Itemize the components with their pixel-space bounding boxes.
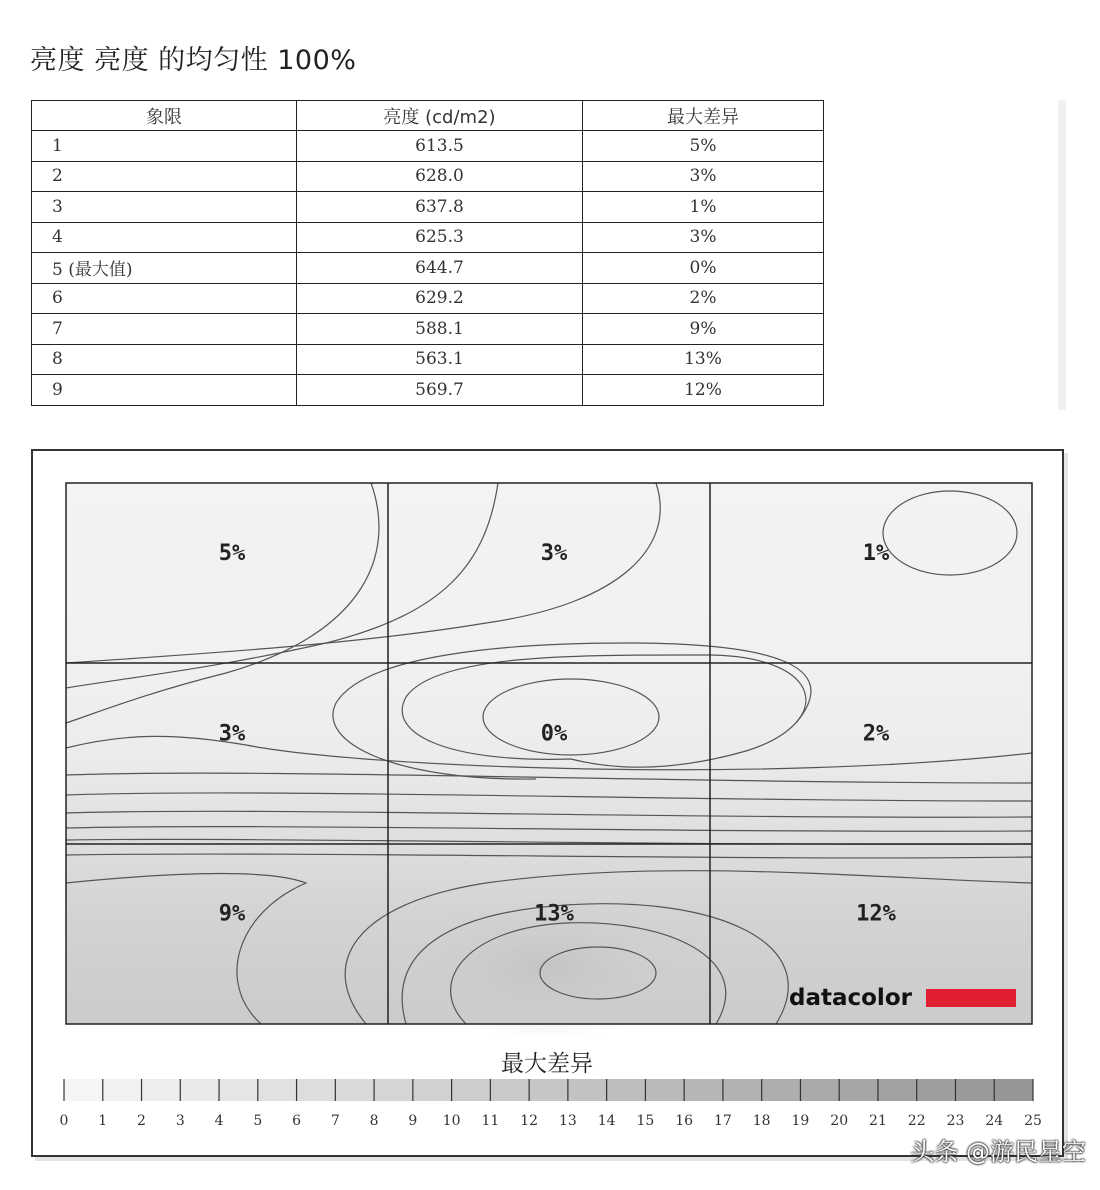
header-max-diff: 最大差异 (583, 101, 824, 131)
cell-value-label: 9% (218, 901, 246, 927)
scale-swatch (955, 1079, 994, 1101)
table-row (32, 253, 824, 284)
cell-quadrant: 3 (32, 192, 297, 223)
scale-swatch (645, 1079, 684, 1101)
cell-luminance: 563.1 (297, 344, 583, 375)
scale-swatch (452, 1079, 491, 1101)
cell-quadrant: 4 (32, 222, 297, 253)
scale-tick-label: 19 (791, 1113, 810, 1129)
cell-value-label: 13% (534, 901, 574, 927)
scale-tick-label: 13 (558, 1113, 577, 1129)
scale-tick-label: 18 (752, 1113, 771, 1129)
scale-tick-label: 25 (1024, 1113, 1042, 1129)
header-luminance: 亮度 (cd/m2) (297, 101, 583, 131)
scale-swatch (800, 1079, 839, 1101)
scale-tick-label: 16 (675, 1113, 694, 1129)
scale-swatch (335, 1079, 374, 1101)
cell-diff: 1% (583, 192, 824, 223)
table-header-row (32, 101, 824, 131)
scale-title: 最大差异 (501, 1051, 593, 1077)
table-row (32, 375, 824, 406)
cell-diff: 5% (583, 131, 824, 162)
table-row (32, 131, 824, 162)
cell-quadrant: 7 (32, 314, 297, 345)
cell-luminance: 628.0 (297, 161, 583, 192)
cell-luminance: 613.5 (297, 131, 583, 162)
cell-luminance: 644.7 (297, 253, 583, 284)
scale-tick-label: 22 (907, 1113, 926, 1129)
scale-tick-label: 6 (292, 1113, 302, 1129)
table-row (32, 192, 824, 223)
scale-tick-label: 2 (137, 1113, 146, 1129)
scale-swatch (64, 1079, 103, 1101)
scale-tick-label: 1 (98, 1113, 108, 1129)
cell-diff: 13% (583, 344, 824, 375)
cell-quadrant: 1 (32, 131, 297, 162)
scale-tick-label: 3 (175, 1113, 185, 1129)
scale-swatch (142, 1079, 181, 1101)
scale-swatch (568, 1079, 607, 1101)
scale-swatch (917, 1079, 956, 1101)
cell-value-label: 0% (540, 721, 568, 747)
scale-tick-label: 20 (830, 1113, 849, 1129)
cell-diff: 0% (583, 253, 824, 284)
cell-value-label: 3% (540, 541, 568, 566)
table-row (32, 344, 824, 375)
cell-quadrant: 8 (32, 344, 297, 375)
table-row (32, 314, 824, 345)
cell-quadrant: 9 (32, 375, 297, 406)
cell-diff: 2% (583, 283, 824, 314)
scale-tick-label: 9 (408, 1113, 418, 1129)
cell-quadrant: 5 (最大值) (32, 253, 297, 284)
table-row (32, 161, 824, 192)
scale-swatch (374, 1079, 413, 1101)
scale-swatch (684, 1079, 723, 1101)
scale-swatch (607, 1079, 646, 1101)
scale-swatch (258, 1079, 297, 1101)
scale-tick-label: 7 (330, 1113, 340, 1129)
cell-value-label: 3% (218, 721, 246, 747)
scale-tick-label: 5 (253, 1113, 263, 1129)
cell-luminance: 637.8 (297, 192, 583, 223)
scale-swatch (103, 1079, 142, 1101)
scale-swatch (994, 1079, 1033, 1101)
cell-diff: 9% (583, 314, 824, 345)
scale-tick-label: 23 (946, 1113, 965, 1129)
scale-tick-label: 0 (59, 1113, 69, 1129)
scale-swatch (219, 1079, 258, 1101)
brand-bar (926, 989, 1016, 1007)
cell-quadrant: 6 (32, 283, 297, 314)
cell-luminance: 629.2 (297, 283, 583, 314)
scale-swatch (490, 1079, 529, 1101)
cell-diff: 3% (583, 161, 824, 192)
scale-swatch (180, 1079, 219, 1101)
scale-swatch (529, 1079, 568, 1101)
scale-tick-label: 17 (714, 1113, 732, 1129)
scale-swatch (839, 1079, 878, 1101)
watermark: 头条 @游民星空 (910, 1138, 1086, 1166)
scale-swatch (878, 1079, 917, 1101)
scale-tick-label: 24 (985, 1113, 1004, 1129)
scale-tick-label: 8 (369, 1113, 379, 1129)
cell-diff: 12% (583, 375, 824, 406)
scale-tick-label: 14 (597, 1113, 616, 1129)
scale-swatch (762, 1079, 801, 1101)
table-row (32, 222, 824, 253)
cell-luminance: 625.3 (297, 222, 583, 253)
scale-tick-label: 21 (869, 1113, 887, 1129)
scale-tick-label: 11 (481, 1113, 500, 1129)
scale-swatch (413, 1079, 452, 1101)
brand-text: datacolor (789, 985, 912, 1011)
cell-diff: 3% (583, 222, 824, 253)
page-title: 亮度 亮度 的均匀性 100% (30, 45, 357, 76)
cell-luminance: 569.7 (297, 375, 583, 406)
scale-tick-label: 15 (636, 1113, 655, 1129)
panel-edge (1058, 100, 1066, 410)
table-row (32, 283, 824, 314)
scale-tick-label: 4 (214, 1113, 224, 1129)
scale-tick-label: 10 (442, 1113, 461, 1129)
cell-quadrant: 2 (32, 161, 297, 192)
cell-luminance: 588.1 (297, 314, 583, 345)
header-quadrant: 象限 (32, 101, 297, 131)
cell-value-label: 2% (862, 721, 890, 747)
uniformity-map-panel (31, 449, 1064, 1157)
cell-value-label: 1% (862, 541, 890, 566)
cell-value-label: 5% (218, 541, 246, 566)
scale-swatch (723, 1079, 762, 1101)
uniformity-heatmap (33, 451, 1062, 1155)
cell-value-label: 12% (856, 901, 896, 927)
scale-swatch (297, 1079, 336, 1101)
scale-tick-label: 12 (520, 1113, 539, 1129)
luminance-table (31, 100, 824, 406)
